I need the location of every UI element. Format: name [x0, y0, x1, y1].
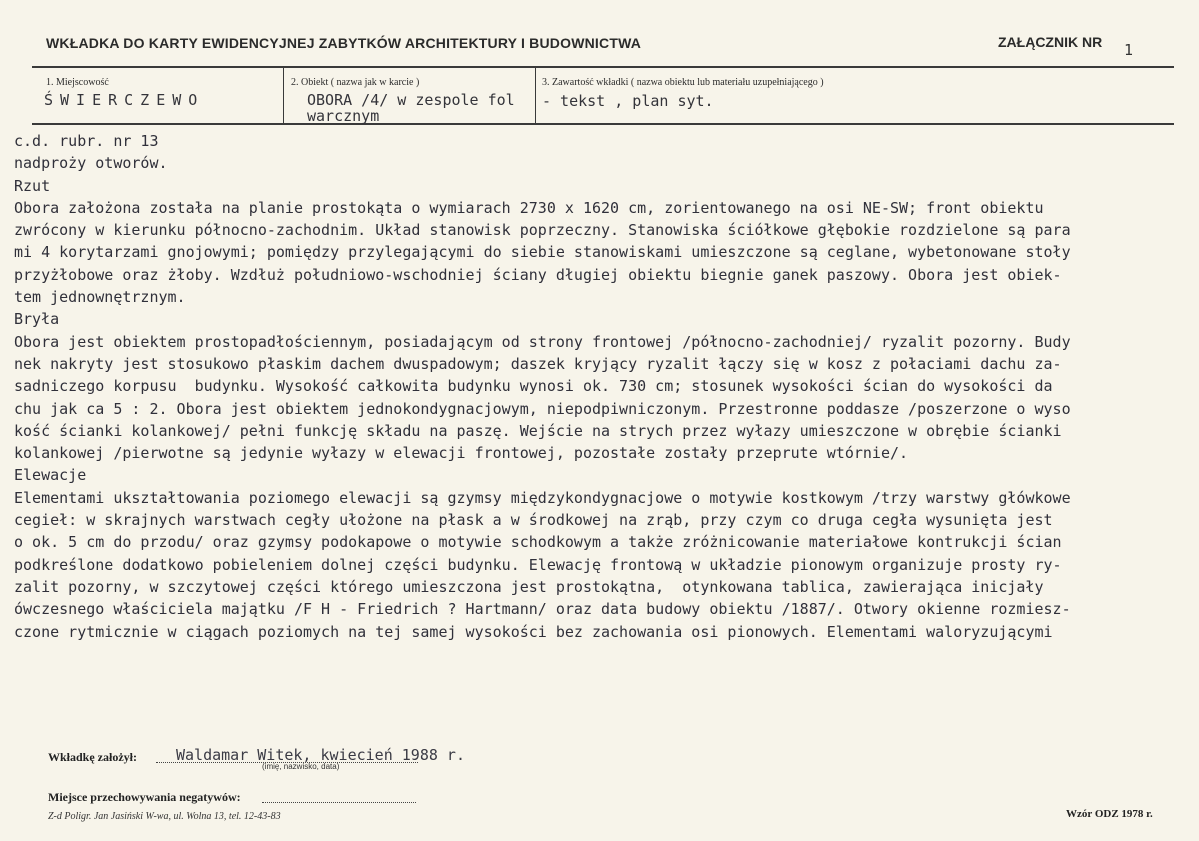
object-label: 2. Obiekt ( nazwa jak w karcie ) — [291, 77, 420, 88]
body-line: Obora jest obiektem prostopadłościennym, posiadającym od strony frontowej /północno-zachodniej/ ryzalit pozorny. Budy — [14, 332, 1071, 351]
body-line: przyżłobowe oraz żłoby. Wzdłuż południowo-wschodniej ściany długiej obiektu biegnie ganek paszowy. Obora jest obiek- — [14, 265, 1062, 284]
body-line: podkreślone dodatkowo pobieleniem dolnej części budynku. Elewację frontową w układzie pionowym organizuje prosty ry- — [14, 555, 1062, 574]
content-value: - tekst , plan syt. — [542, 92, 714, 110]
locality-label: 1. Miejscowość — [46, 77, 109, 88]
field-divider-1 — [283, 68, 284, 123]
section-heading: Rzut — [14, 176, 51, 195]
body-line: kolankowej /pierwotne są jedynie wyłazy w elewacji frontowej, pozostałe zostały przeprute wtórnie/. — [14, 444, 909, 463]
body-line: sadniczego korpusu budynku. Wysokość całkowita budynku wynosi ok. 730 cm; stosunek wysokości ścian do wysokości da — [14, 377, 1053, 396]
header-bottom-rule — [32, 123, 1174, 125]
body-text — [14, 130, 1194, 643]
locality-value: ŚWIERCZEWO — [44, 91, 205, 109]
negatives-location-label: Miejsce przechowywania negatywów: — [48, 790, 241, 804]
body-line: nek nakryty jest stosukowo płaskim dachem dwuspadowym; daszek kryjący ryzalit łączy się w kosz z połaciami dachu za- — [14, 354, 1062, 373]
body-line: Elementami ukształtowania poziomego elewacji są gzymsy międzykondygnacjowe o motywie kostkowym /trzy warstwy główkowe — [14, 488, 1071, 507]
body-line: tem jednownętrznym. — [14, 288, 186, 307]
body-line: nadproży otworów. — [14, 154, 168, 173]
attachment-number: 1 — [1124, 41, 1134, 59]
object-value-line-2: warcznym — [307, 107, 380, 125]
body-line: zwrócony w kierunku północno-zachodnim. Układ stanowisk poprzeczny. Stanowiska ściółkowe głębokie rozdzielone są para — [14, 221, 1071, 240]
body-line: mi 4 korytarzami gnojowymi; pomiędzy przylegającymi do siebie stanowiskami umieszczone są ceglane, wybetonowane stoły — [14, 243, 1071, 262]
body-line: cegieł: w skrajnych warstwach cegły ułożone na płask a w środkowej na zrąb, przy czym co druga cegła wysunięta jest — [14, 511, 1053, 530]
printer-imprint: Z-d Poligr. Jan Jasiński W-wa, ul. Wolna 13, tel. 12-43-83 — [48, 811, 281, 822]
body-line: czone rytmicznie w ciągach poziomych na tej samej wysokości bez zachowania osi pionowych. Elementami waloryzującymi — [14, 622, 1053, 641]
body-line: Obora założona została na planie prostokąta o wymiarach 2730 x 1620 cm, zorientowanego na osi NE-SW; front obiektu — [14, 198, 1044, 217]
object-value-line-1: OBORA /4/ w zespole fol — [307, 91, 515, 109]
body-line: kość ścianki kolankowej/ pełni funkcję składu na paszę. Wejście na strych przez wyłazy umieszczone w obrębie ścianki — [14, 421, 1062, 440]
section-heading: Elewacje — [14, 466, 87, 485]
founded-by-hint: (imię, nazwisko, data) — [262, 762, 340, 771]
body-line: ówczesnego właściciela majątku /F H - Friedrich ? Hartmann/ oraz data budowy obiektu /1887/. Otwory okienne rozmiesz- — [14, 600, 1071, 619]
content-label: 3. Zawartość wkładki ( nazwa obiektu lub materiału uzupełniającego ) — [542, 77, 824, 88]
form-code: Wzór ODZ 1978 r. — [1066, 808, 1153, 820]
founded-by-value: Waldamar Witek, kwiecień 1988 r. — [176, 746, 465, 764]
founded-by-label: Wkładkę założył: — [48, 750, 137, 764]
section-heading: Bryła — [14, 310, 60, 329]
attachment-label: ZAŁĄCZNIK NR — [998, 34, 1103, 50]
field-divider-2 — [535, 68, 536, 123]
body-line: zalit pozorny, w szczytowej części którego umieszczona jest prostokątna, otynkowana tablica, zawierająca inicjały — [14, 577, 1044, 596]
header-top-rule — [32, 66, 1174, 68]
negatives-location-dotted-line — [262, 802, 416, 803]
body-line: chu jak ca 5 : 2. Obora jest obiektem jednokondygnacjowym, niepodpiwniczonym. Przestronne poddasze /poszerzone o wyso — [14, 399, 1071, 418]
section-heading: c.d. rubr. nr 13 — [14, 132, 159, 150]
form-title: WKŁADKA DO KARTY EWIDENCYJNEJ ZABYTKÓW ARCHITEKTURY I BUDOWNICTWA — [46, 35, 642, 51]
body-line: o ok. 5 cm do przodu/ oraz gzymsy podokapowe o motywie schodkowym a także zróżnicowanie materiałowe kontrukcji ścian — [14, 533, 1062, 552]
